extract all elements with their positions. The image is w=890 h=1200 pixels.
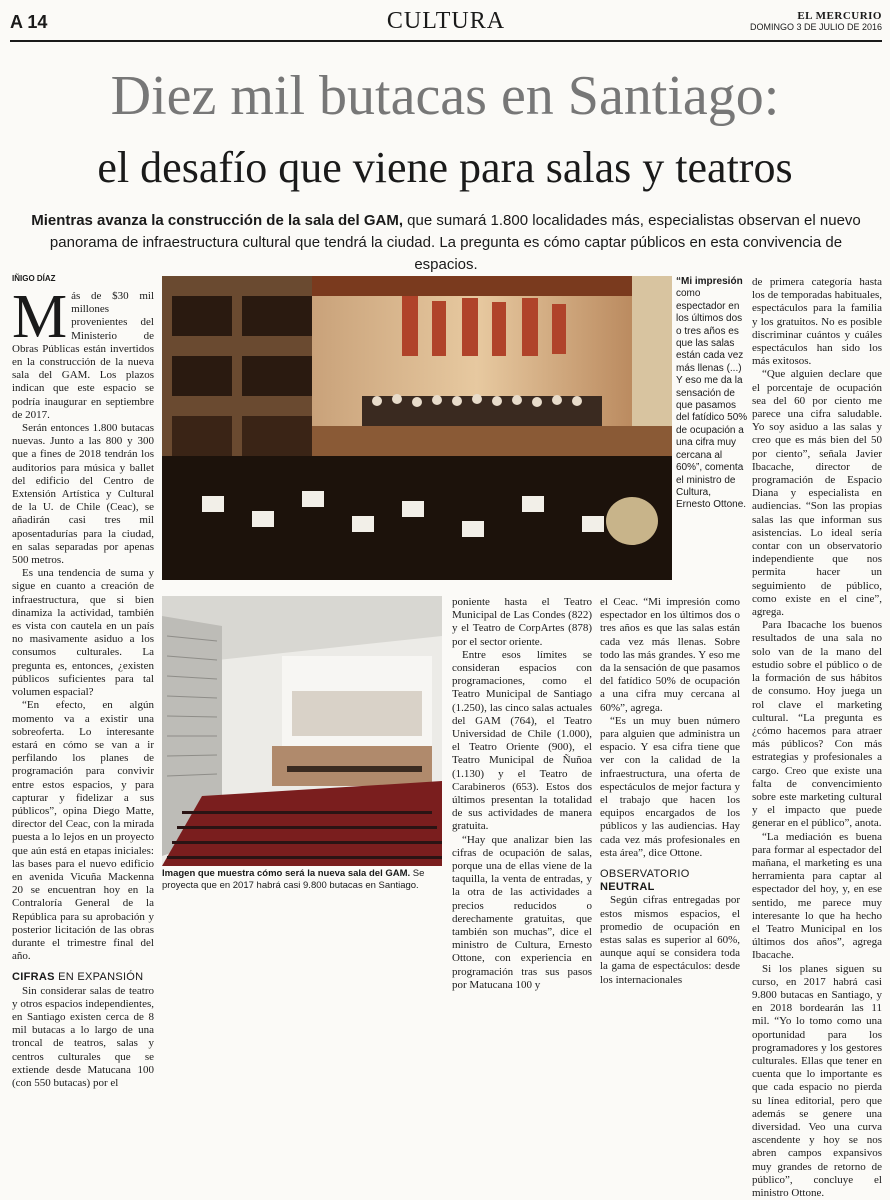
paragraph: “La mediación es buena para formar al espectador del mañana, el marketing es una herramienta para captar al espectador del hoy, y, en ese sentido, me parece muy interesante lo que ha hecho el Teatro Municipal en los últimos dos años”, agrega Ibacache. (752, 830, 882, 962)
paragraph: de primera categoría hasta los de temporadas habituales, espectáculos para la familia y los gratuitos. No es posible discriminar cuántos y cuáles espectáculos han sido los más exitosos. (752, 276, 882, 368)
caption-text: Se proyecta que en 2017 habrá casi 9.800 butacas en Santiago. (162, 868, 425, 891)
subheading-observatorio: OBSERVATORIO NEUTRAL (600, 868, 690, 894)
paragraph: Serán entonces 1.800 butacas nuevas. Junto a las 800 y 300 que a fines de 2018 tendrán los auditorios para música y ballet del edificio del Centro de Extensión Artística y Cultural de la U. de Chile (Ceac), se añadirán casi tres mil aposentadurías para la ciudad, en salas separadas por apenas 500 metros. (12, 422, 154, 567)
subheading-cifras: CIFRAS EN EXPANSIÓN (12, 971, 144, 984)
deck-text: que sumará 1.800 localidades más, especialistas observan el nuevo panorama de infraestructura cultural que tendrá la ciudad. La pregunta es cómo captar públicos en esta convivencia de espacios. (49, 212, 861, 273)
page-number: A 14 (10, 12, 48, 32)
byline: IÑIGO DÍAZ (12, 274, 56, 283)
pull-quote (676, 276, 748, 512)
drop-cap: M (12, 283, 68, 351)
paragraph: Para Ibacache los buenos resultados de una sala no solo van de la mano del estudio sobre el público o de la formación de sus hábitos de consumo. Hoy juega un rol clave el marketing cultural. “La pregunta es ¿cómo hacemos para atraer más públicos? Con más estrategias y profesionales a cargo. Creo que existe una falta de convencimiento sobre este marketing cultural y el impacto que puede generar en el público”, anota. (752, 619, 882, 830)
paragraph: “Es un muy buen número para alguien que administra un espacio. Y esa cifra tiene que ver con la calidad de la infraestructura, una oferta de espectáculos de mejor factura y el trabajo que hacen los equipos encargados de los públicos y las audiencias. Hay cada vez más profesionales en esta área”, dice Ottone. (600, 714, 740, 859)
publication-name: EL MERCURIO (797, 10, 882, 22)
paragraph: Si los planes siguen su curso, en 2017 habrá casi 9.800 butacas en Santiago, y en 2018 bordearán las 11 mil. “Yo lo tomo como una oportunidad para los programadores y los gestores culturales. Ellas que tener en cuenta que lo importante es que cada espacio no pierda su línea editorial, pero que además se genere una diversidad. Veo una curva ascendente y hoy se nos abren campos expansivos muy grandes de retorno de público”, concluye el ministro Ottone. (752, 962, 882, 1200)
article-deck (30, 210, 862, 276)
article-column-5 (752, 276, 882, 1200)
publication-date: DOMINGO 3 DE JULIO DE 2016 (749, 22, 882, 32)
paragraph: Es una tendencia de suma y sigue en cuanto a creación de infraestructura, que si bien dinamiza la actividad, también es vista con cautela en un país no masivamente asiduo a los consumos culturales. La pregunta es, entonces, ¿existen públicos suficientes para tal volumen espacial? (12, 567, 154, 699)
pull-quote-bold: “Mi impresión (676, 276, 743, 287)
paragraph: “En efecto, en algún momento va a existir una sobreoferta. Lo interesante estará en cómo se van a ir perfilando los planes de programación para convivir entre estos espacios, y para capturar y fidelizar a sus públicos”, opina Diego Matte, director del Ceac, con la mirada puesta a lo lejos en un proyecto que aún está en etapas iniciales: las bases para el nuevo edificio en avenida Vicuña Mackenna 20 se encuentran hoy en la Contraloría General de la República para su aprobación y posterior licitación de las obras durante el trimestre final del año. (12, 699, 154, 963)
article-column-3 (452, 596, 592, 992)
caption-bold: Imagen que muestra cómo será la nueva sala del GAM. (162, 868, 411, 879)
masthead (750, 10, 882, 32)
theater-stage-photo (162, 276, 672, 580)
page-header (10, 6, 882, 42)
paragraph: “Hay que analizar bien las cifras de ocupación de salas, porque una de ellas viene de la taquilla, la venta de entradas, y la otra de las actividades a precios reducidos o derechamente gratuitas, que también son muchas”, dice el ministro de Cultura, Ernesto Ottone, con experiencia en programación tras sus pasos por Matucana 100 y (452, 833, 592, 991)
headline-line-2: el desafío que viene para salas y teatros (97, 143, 793, 192)
gam-hall-rendering (162, 596, 442, 866)
theater-stage-illustration (162, 276, 672, 580)
gam-hall-illustration (162, 596, 442, 866)
paragraph: Sin considerar salas de teatro y otros espacios independientes, en Santiago existen cerca de 8 mil butacas a lo largo de una troncal de teatros, salas y centros culturales que se extiende desde Matucana 100 (con 550 butacas) por el (12, 984, 154, 1089)
section-title: CULTURA (386, 8, 506, 34)
paragraph: poniente hasta el Teatro Municipal de Las Condes (822) y el Teatro de CorpArtes (878) por el sector oriente. (452, 596, 592, 648)
article-column-4 (600, 596, 740, 987)
paragraph: “Que alguien declare que el porcentaje de ocupación sea del 60 por ciento me parece una cifra saludable. Yo soy asiduo a las salas y creo que es más bien del 50 por ciento”, señala Javier Ibacache, director de programación de Espacio Diana y especialista en audiencias. “Son las propias salas las que informan sus asistencias. Lo ideal sería contar con un observatorio independiente que nos permita hacer un seguimiento de público, como existe en el cine”, agrega. (752, 368, 882, 619)
headline-line-1: Diez mil butacas en Santiago: (110, 65, 780, 127)
pull-quote-text: como espectador en los últimos dos o tres años es que las salas están cada vez más llenas (...) Y eso me da la sensación de que pasamos del fatídico 50% de ocupación a una cifra muy cercana al 60%”, comenta el ministro de Cultura, Ernesto Ottone. (676, 288, 748, 511)
article-column-1 (12, 283, 154, 1090)
paragraph: Entre esos límites se consideran espacios con programaciones, como el Teatro Municipal de Santiago (1.250), las cinco salas actuales del GAM (764), el Teatro Universidad de Chile (1.000), el Teatro Oriente (900), el Teatro Municipal de Ñuñoa (1.130) y el Teatro de Carabineros (653). Estos dos últimos presentan la totalidad de sus actividades de manera gratuita. (452, 648, 592, 833)
paragraph: Según cifras entregadas por estos mismos espacios, el promedio de ocupación en estas salas es superior al 60%, aunque aquí se considera toda la gama de espectáculos: desde los internacionales (600, 894, 740, 986)
deck-bold: Mientras avanza la construcción de la sala del GAM, (31, 212, 403, 229)
paragraph: Más de $30 mil millones provenientes del Ministerio de Obras Públicas están invertidos en la construcción de la nueva sala del GAM. Los plazos indican que este espacio se podría inaugurar en septiembre de 2017. (12, 283, 154, 421)
photo-caption (162, 868, 442, 892)
paragraph: el Ceac. “Mi impresión como espectador en los últimos dos o tres años es que las salas están cada vez más llenas. Sobre todo las más grandes. Y eso me da la sensación de que pasamos del fatídico 50% de ocupación a una cifra muy cercana al 60%”, agrega. (600, 596, 740, 714)
